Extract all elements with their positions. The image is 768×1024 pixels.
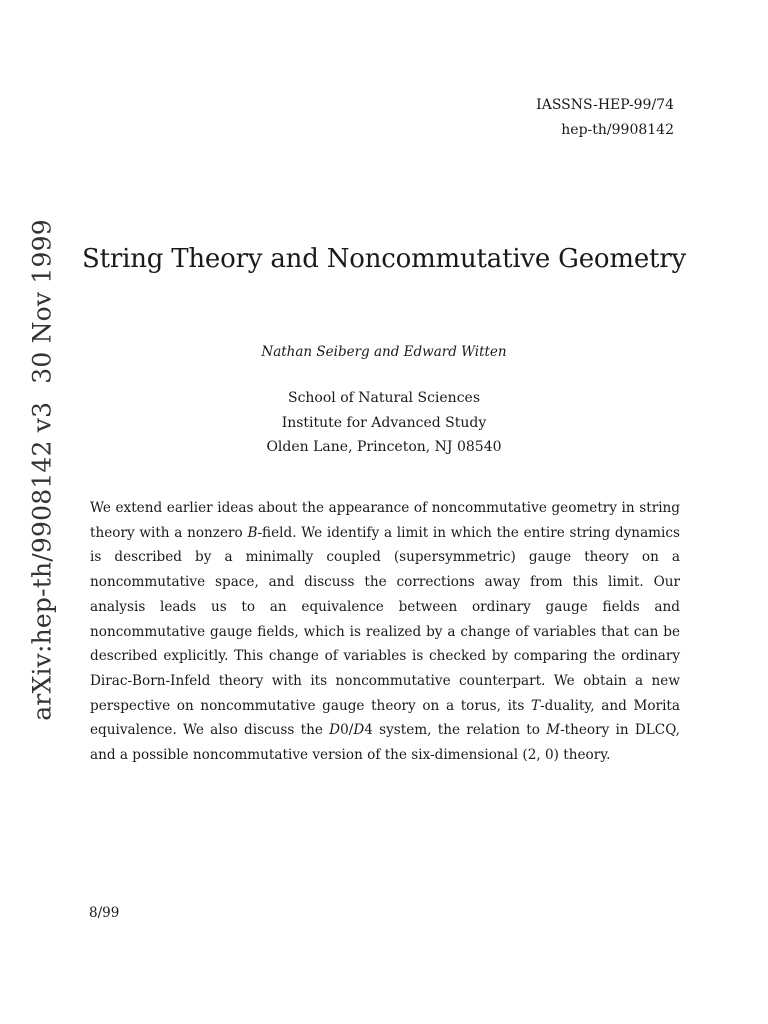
math-symbol: / bbox=[348, 722, 354, 739]
math-symbol: D bbox=[329, 722, 341, 739]
author-affiliation bbox=[0, 386, 768, 460]
report-identifiers bbox=[536, 93, 674, 143]
affiliation-line: Institute for Advanced Study bbox=[281, 414, 487, 431]
arxiv-date: 30 Nov 1999 bbox=[27, 219, 57, 384]
math-symbol: B bbox=[247, 524, 258, 541]
abstract-text: -field. We identify a limit in which the entire string dynamics is described by a minimally coupled (supersymmetric) gauge theory on a noncommutative space, and discuss the corrections away from this limit. Our analysis leads us to an equivalence between ordinary gauge fields and noncommutative gauge fields, which is realized by a change of variables that can be described explicitly. This change of variables is checked by comparing the ordinary Dirac-Born-Infeld theory with its noncommutative counterpart. We obtain a new perspective on noncommutative gauge theory on a torus, its bbox=[90, 524, 680, 714]
math-symbol: 4 bbox=[364, 722, 373, 739]
report-number: IASSNS-HEP-99/74 bbox=[536, 97, 674, 113]
math-symbol: 0 bbox=[340, 722, 349, 739]
math-symbol: (2, 0) bbox=[522, 747, 559, 764]
abstract-text: -duality, and Morita equivalence. We also discuss the bbox=[90, 697, 680, 739]
abstract-text: We extend earlier ideas about the appearance of noncommutative geometry in string theory with a nonzero bbox=[90, 500, 680, 541]
abstract-text: -theory in DLCQ, and a possible noncommutative version of the six-dimensional bbox=[90, 722, 680, 764]
abstract-paragraph bbox=[90, 496, 680, 768]
abstract-text: system, the relation to bbox=[372, 722, 547, 739]
math-symbol: D bbox=[353, 722, 365, 739]
archive-id: hep-th/9908142 bbox=[561, 122, 674, 138]
arxiv-identifier: arXiv:hep-th/9908142 v3 bbox=[27, 401, 57, 721]
arxiv-side-stamp bbox=[28, 219, 57, 721]
footer-date: 8/99 bbox=[89, 905, 120, 921]
abstract-text: theory. bbox=[558, 747, 611, 764]
affiliation-line: Olden Lane, Princeton, NJ 08540 bbox=[266, 439, 502, 455]
math-symbol: T bbox=[531, 697, 541, 714]
math-symbol: M bbox=[546, 722, 561, 739]
affiliation-line: School of Natural Sciences bbox=[287, 390, 481, 406]
paper-authors: Nathan Seiberg and Edward Witten bbox=[261, 344, 507, 360]
paper-title: String Theory and Noncommutative Geometry bbox=[81, 244, 686, 274]
